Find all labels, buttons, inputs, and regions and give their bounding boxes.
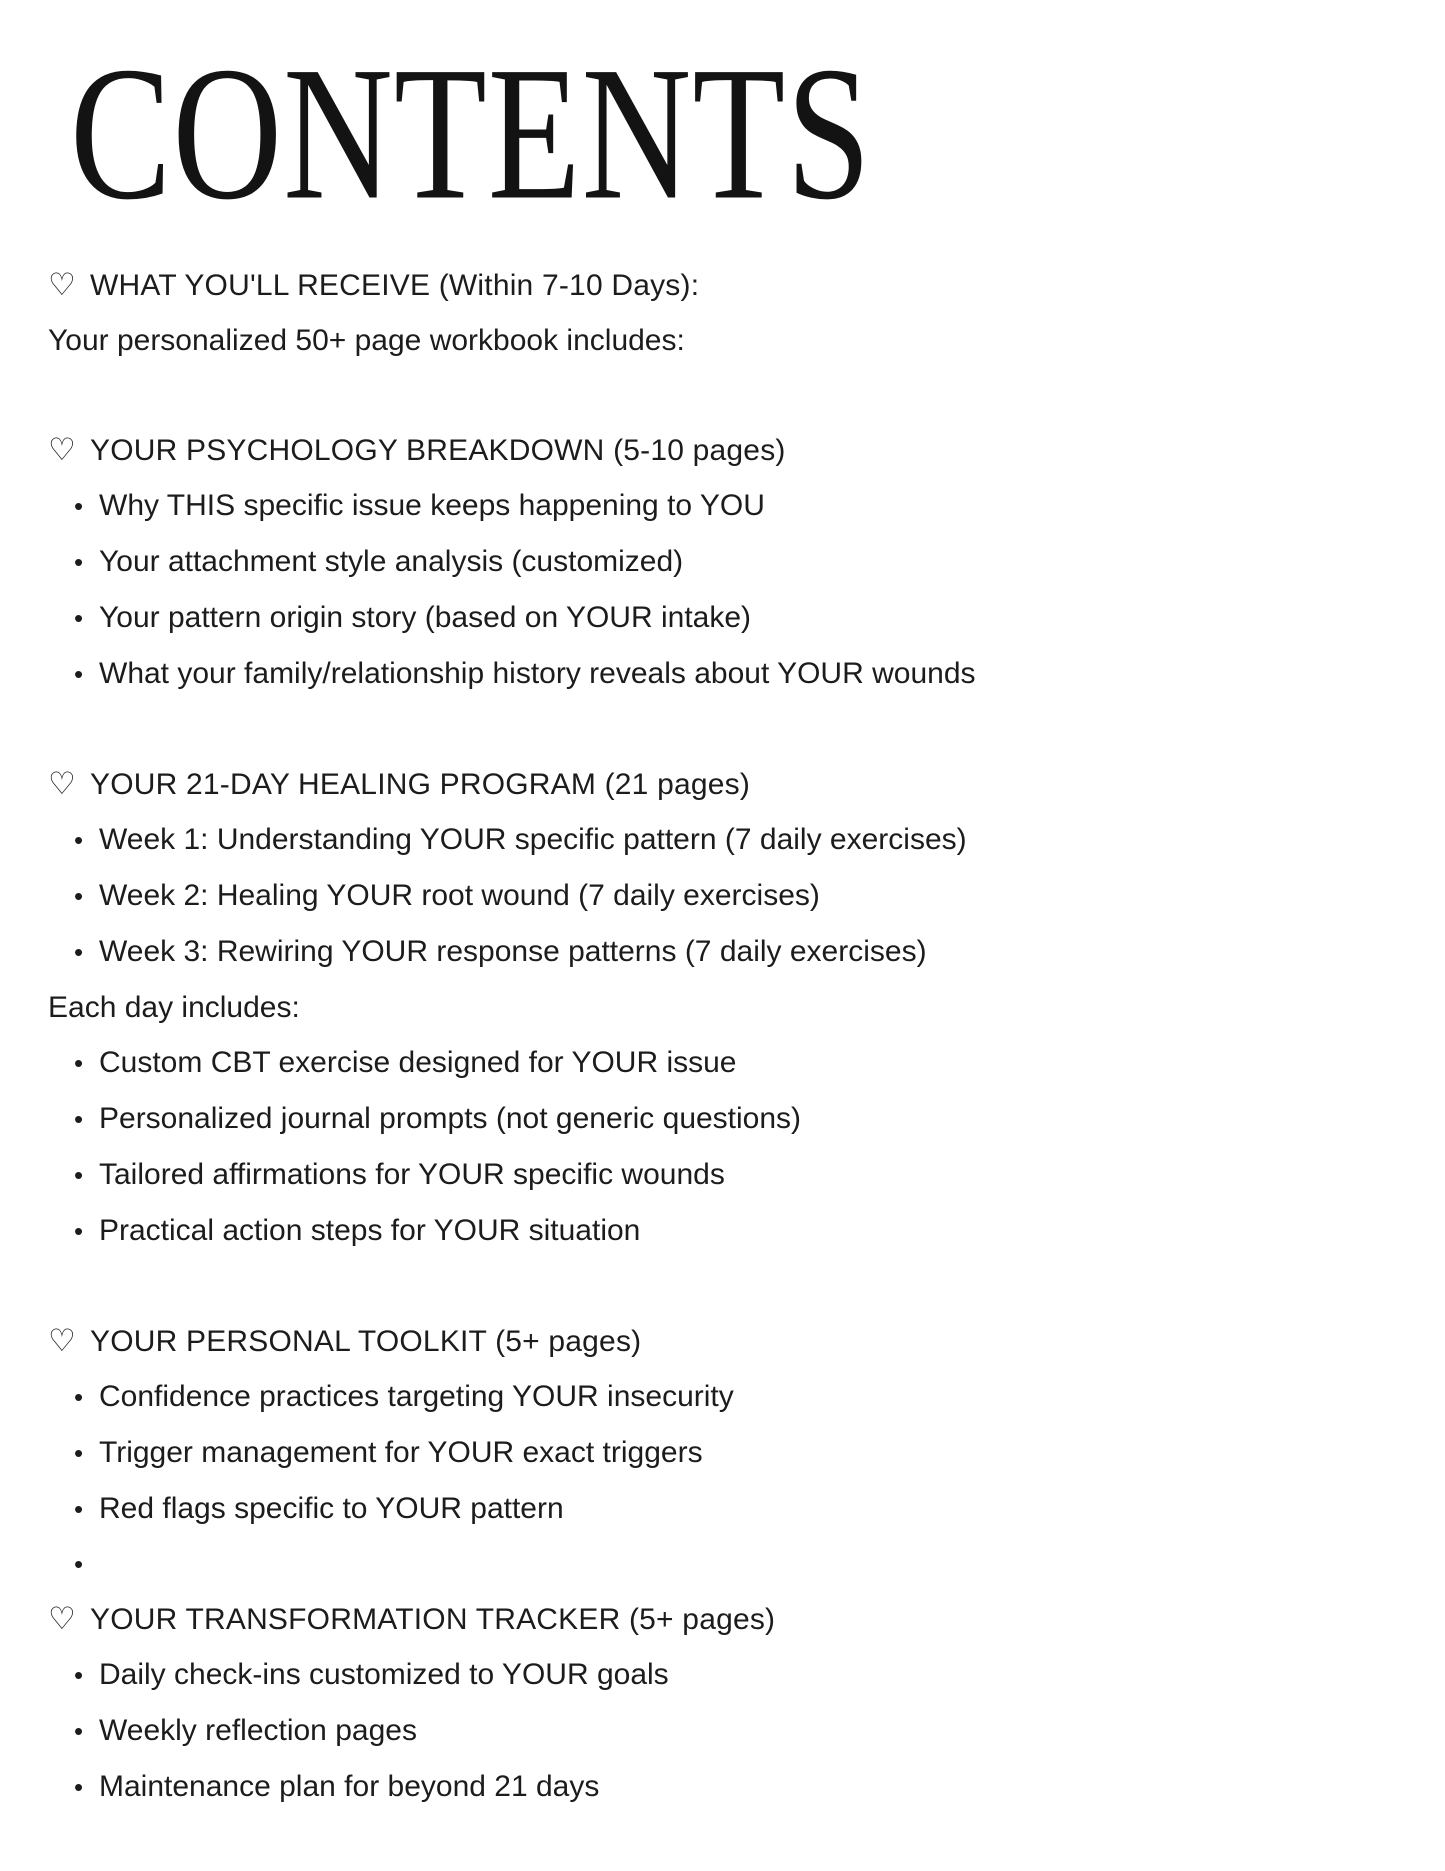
list-item <box>74 1035 1395 1091</box>
list-item-text: Week 3: Rewiring YOUR response patterns (7 daily exercises) <box>99 935 927 968</box>
bullet-icon: • <box>74 491 84 521</box>
list-item-text: Your pattern origin story (based on YOUR intake) <box>99 601 752 634</box>
list-item-text: Weekly reflection pages <box>99 1714 417 1747</box>
bullet-icon: • <box>74 937 84 967</box>
section-heading <box>48 1592 1395 1647</box>
bullet-icon: • <box>74 1104 84 1134</box>
intro-block <box>48 258 1395 368</box>
list-item <box>74 1703 1395 1759</box>
intro-heading-text: WHAT YOU'LL RECEIVE (Within 7-10 Days): <box>90 269 700 302</box>
section-heading-text: YOUR PERSONAL TOOLKIT (5+ pages) <box>90 1325 642 1358</box>
bullet-icon: • <box>74 659 84 689</box>
section-heading <box>48 1314 1395 1369</box>
sections-container <box>48 423 1395 1815</box>
list-item <box>74 534 1395 590</box>
bullet-list <box>48 1369 1395 1592</box>
content-section <box>48 1592 1395 1815</box>
list-item <box>74 1203 1395 1259</box>
bullet-icon: • <box>74 825 84 855</box>
list-item-text: Tailored affirmations for YOUR specific wounds <box>99 1158 725 1191</box>
list-item <box>74 812 1395 868</box>
list-item <box>74 1091 1395 1147</box>
list-item <box>74 1425 1395 1481</box>
list-item <box>74 1647 1395 1703</box>
list-item <box>74 590 1395 646</box>
section-heading <box>48 757 1395 812</box>
list-item <box>74 1369 1395 1425</box>
bullet-icon: • <box>74 1216 84 1246</box>
list-item-text: Your attachment style analysis (customized) <box>99 545 684 578</box>
bullet-icon: • <box>74 603 84 633</box>
bullet-icon: • <box>74 1382 84 1412</box>
list-item <box>74 478 1395 534</box>
section-heading-text: YOUR TRANSFORMATION TRACKER (5+ pages) <box>90 1603 776 1636</box>
bullet-icon: • <box>74 1048 84 1078</box>
intro-subtext: Your personalized 50+ page workbook includes: <box>48 324 685 357</box>
bullet-list <box>48 812 1395 980</box>
bullet-icon: • <box>74 1660 84 1690</box>
list-item-text: Week 1: Understanding YOUR specific pattern (7 daily exercises) <box>99 823 967 856</box>
sub-bullet-list <box>48 1035 1395 1259</box>
list-item <box>74 1537 1395 1592</box>
list-item-text: Daily check-ins customized to YOUR goals <box>99 1658 669 1691</box>
list-item-text: What your family/relationship history reveals about YOUR wounds <box>99 657 976 690</box>
list-item-text: Custom CBT exercise designed for YOUR issue <box>99 1046 737 1079</box>
list-item <box>74 1759 1395 1815</box>
bullet-list <box>48 1647 1395 1815</box>
bullet-icon: • <box>74 547 84 577</box>
list-item-text: Maintenance plan for beyond 21 days <box>99 1770 600 1803</box>
list-item <box>74 646 1395 702</box>
heart-icon: ♡ <box>48 1601 76 1637</box>
section-heading-text: YOUR 21-DAY HEALING PROGRAM (21 pages) <box>90 768 751 801</box>
list-item-text: Practical action steps for YOUR situation <box>99 1214 641 1247</box>
section-heading-text: YOUR PSYCHOLOGY BREAKDOWN (5-10 pages) <box>90 434 786 467</box>
section-heading <box>48 423 1395 478</box>
list-item <box>74 924 1395 980</box>
bullet-icon: • <box>74 1772 84 1802</box>
content-section <box>48 1314 1395 1592</box>
section-subheading: Each day includes: <box>48 991 300 1024</box>
bullet-icon: • <box>74 1160 84 1190</box>
list-item-text: Week 2: Healing YOUR root wound (7 daily exercises) <box>99 879 820 912</box>
bullet-icon: • <box>74 1716 84 1746</box>
list-item-text: Red flags specific to YOUR pattern <box>99 1492 564 1525</box>
page-title: CONTENTS <box>70 27 872 240</box>
list-item <box>74 868 1395 924</box>
list-item-text: Personalized journal prompts (not generic questions) <box>99 1102 802 1135</box>
list-item <box>74 1481 1395 1537</box>
heart-icon: ♡ <box>48 432 76 468</box>
heart-icon: ♡ <box>48 267 76 303</box>
bullet-icon: • <box>74 1438 84 1468</box>
list-item-text: Trigger management for YOUR exact triggers <box>99 1436 703 1469</box>
list-item <box>74 1147 1395 1203</box>
bullet-icon: • <box>74 1549 84 1579</box>
bullet-icon: • <box>74 1494 84 1524</box>
content-section <box>48 423 1395 702</box>
list-item-text: Confidence practices targeting YOUR insecurity <box>99 1380 734 1413</box>
heart-icon: ♡ <box>48 766 76 802</box>
title-block <box>70 27 1395 240</box>
heart-icon: ♡ <box>48 1323 76 1359</box>
content-section <box>48 757 1395 1259</box>
list-item-text: Why THIS specific issue keeps happening to YOU <box>99 489 765 522</box>
intro-heading <box>48 258 1395 313</box>
bullet-icon: • <box>74 881 84 911</box>
bullet-list <box>48 478 1395 702</box>
